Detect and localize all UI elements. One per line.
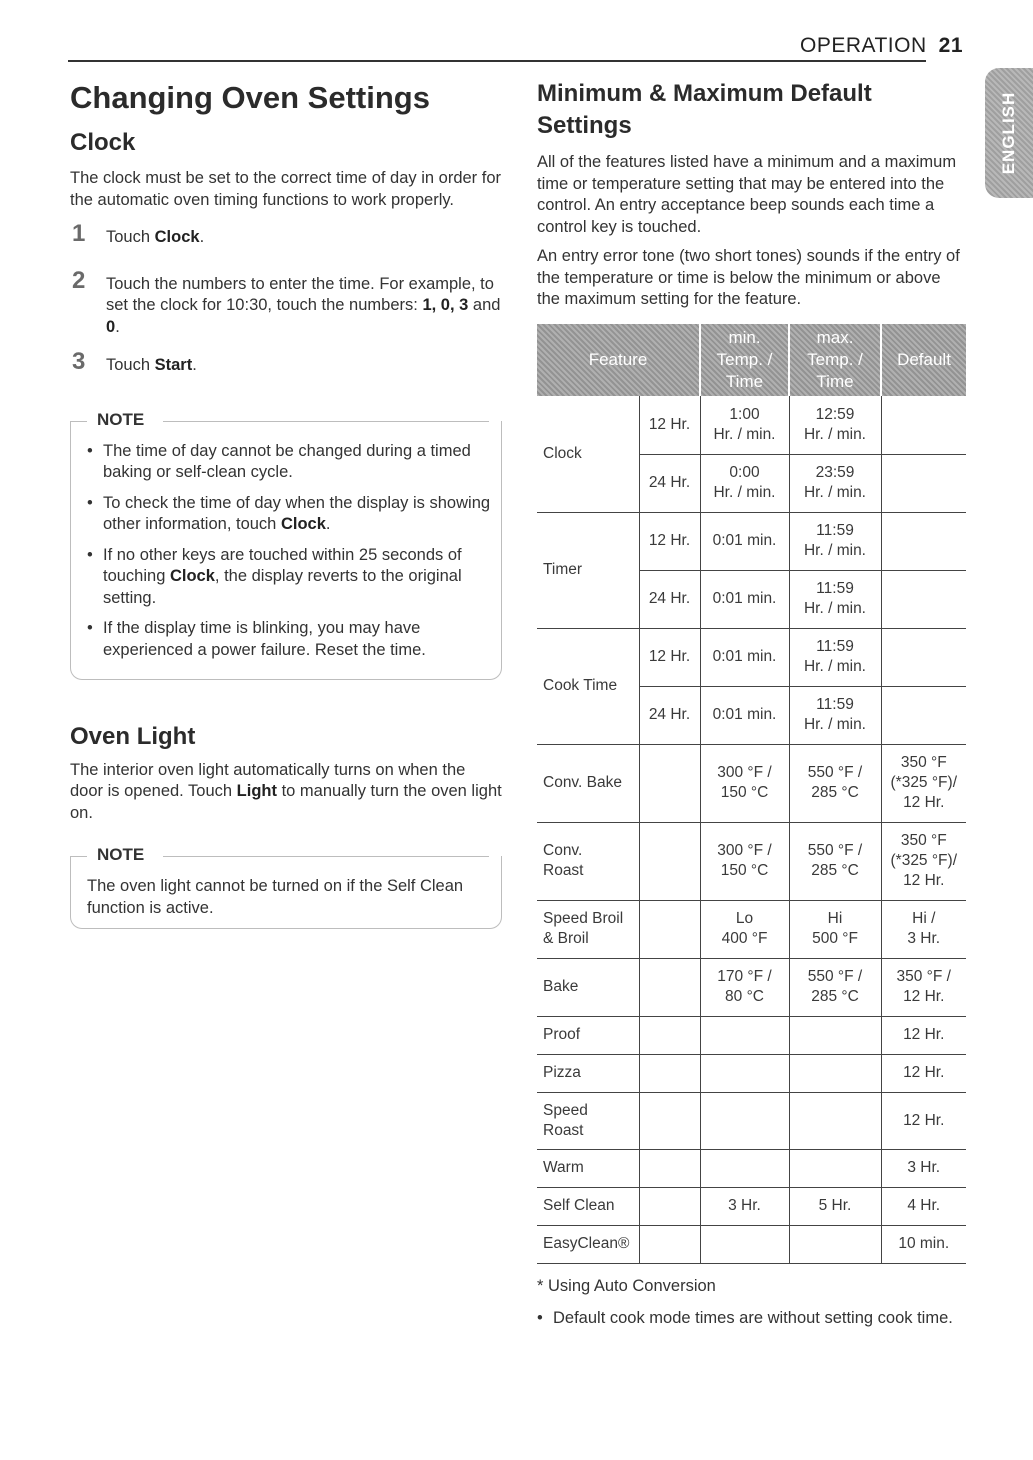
cell-text: 12 Hr. <box>903 872 945 889</box>
cell-text: 12:59 <box>815 405 855 423</box>
table-row <box>537 628 966 686</box>
note-text: , the display reverts to the original setting. <box>103 567 462 607</box>
language-tab-label: ENGLISH <box>999 91 1018 175</box>
cell-text: 12 Hr. <box>903 794 945 811</box>
list-item <box>71 441 501 484</box>
default-cell: 3 Hr. <box>881 1149 966 1187</box>
max-cell <box>789 628 881 686</box>
default-cell <box>881 396 966 454</box>
max-cell <box>789 686 881 744</box>
table-row <box>537 512 966 570</box>
mode-cell: 12 Hr. <box>639 628 700 686</box>
cell-text: 11:59 <box>816 522 854 539</box>
mode-cell <box>639 1054 700 1092</box>
cell-text: 3 Hr. <box>907 930 941 947</box>
feature-cell: Cook Time <box>537 628 639 744</box>
cell-text: Roast <box>543 1121 584 1139</box>
step-text: Touch <box>106 356 155 374</box>
cell-text: 400 °F <box>721 930 768 947</box>
oven-light-note-label: NOTE <box>91 845 150 865</box>
list-item <box>71 545 501 610</box>
cell-text: Speed <box>543 1101 588 1119</box>
clock-heading: Clock <box>70 129 136 156</box>
cell-text: 23:59 <box>815 464 855 481</box>
min-cell <box>700 822 789 900</box>
mode-cell <box>639 1149 700 1187</box>
feature-cell: Pizza <box>537 1054 639 1092</box>
page-header <box>800 34 963 58</box>
cell-text: 285 °C <box>811 862 859 879</box>
default-cell: 12 Hr. <box>881 1092 966 1149</box>
cell-text: 550 °F / <box>807 764 863 781</box>
step-key: Clock <box>154 228 200 246</box>
note-border-segment <box>71 856 87 857</box>
cell-text: 150 °C <box>720 862 769 879</box>
header-feature: Feature <box>537 324 700 396</box>
cell-text: 80 °C <box>725 988 764 1005</box>
cell-text: Hr. / min. <box>803 716 866 733</box>
cell-text: Speed Broil <box>543 910 624 927</box>
step-text: . <box>199 228 205 246</box>
cell-text: 150 °C <box>720 784 769 801</box>
table-footnotes <box>537 1276 967 1339</box>
header-text: Temp. / <box>716 350 773 369</box>
clock-intro: The clock must be set to the correct time of day in order for the automatic oven timing functions to work properly. <box>70 169 502 209</box>
cell-text: 550 °F / <box>807 968 863 985</box>
step-number: 3 <box>72 348 86 375</box>
max-cell <box>789 958 881 1016</box>
default-cell <box>881 744 966 822</box>
max-cell <box>789 512 881 570</box>
default-cell <box>881 958 966 1016</box>
cell-text: 350 °F / <box>896 968 951 985</box>
max-cell <box>789 454 881 512</box>
header-text: Time <box>725 372 764 391</box>
step-key: Start <box>154 356 193 374</box>
cell-text: Roast <box>543 862 584 879</box>
cell-text: 500 °F <box>812 930 858 947</box>
feature-cell: Warm <box>537 1149 639 1187</box>
header-default: Default <box>881 324 966 396</box>
clock-note-box <box>70 409 502 680</box>
step-number: 2 <box>72 266 86 294</box>
default-cell <box>881 570 966 628</box>
min-cell: 0:01 min. <box>700 628 789 686</box>
min-cell <box>700 1054 789 1092</box>
min-cell: 0:01 min. <box>700 570 789 628</box>
oven-light-heading: Oven Light <box>70 722 196 750</box>
min-cell <box>700 1016 789 1054</box>
note-border-segment <box>71 421 87 422</box>
mode-cell <box>639 744 700 822</box>
table-row <box>537 1149 966 1187</box>
page-title: Changing Oven Settings <box>70 80 430 115</box>
table-row <box>537 822 966 900</box>
mode-cell: 24 Hr. <box>639 686 700 744</box>
table-row <box>537 1054 966 1092</box>
max-cell <box>789 1054 881 1092</box>
note-text: If no other keys are touched within 25 seconds of touching <box>103 545 462 585</box>
cell-text: Hr. / min. <box>803 484 866 501</box>
mode-cell: 12 Hr. <box>639 512 700 570</box>
default-cell <box>881 628 966 686</box>
min-cell: 3 Hr. <box>700 1187 789 1225</box>
min-cell: 0:01 min. <box>700 686 789 744</box>
cell-text: (*325 °F)/ <box>890 852 957 869</box>
min-cell <box>700 958 789 1016</box>
max-cell <box>789 822 881 900</box>
clock-note-list <box>71 421 501 662</box>
table-row <box>537 1092 966 1149</box>
mode-cell <box>639 958 700 1016</box>
cell-text: Hr. / min. <box>713 425 776 443</box>
step-key: 1, 0, 3 <box>422 296 469 314</box>
max-cell <box>789 570 881 628</box>
cell-text: Hi <box>827 910 843 927</box>
footnote-auto-conversion: * Using Auto Conversion <box>537 1277 716 1295</box>
max-cell <box>789 1092 881 1149</box>
default-cell <box>881 822 966 900</box>
max-cell <box>789 1149 881 1187</box>
footnote-bullet: • Default cook mode times are without setting cook time. <box>537 1308 967 1330</box>
list-item <box>71 618 501 661</box>
table-row <box>537 396 966 454</box>
feature-cell: Clock <box>537 396 639 512</box>
cell-text: 285 °C <box>811 988 859 1005</box>
cell-text: 300 °F / <box>717 842 772 859</box>
min-cell <box>700 744 789 822</box>
cell-text: & Broil <box>543 930 589 947</box>
max-cell <box>789 744 881 822</box>
header-text: Temp. / <box>807 350 863 369</box>
left-column <box>70 78 502 929</box>
min-cell <box>700 454 789 512</box>
cell-text: 350 °F <box>900 754 947 771</box>
feature-cell <box>537 900 639 958</box>
cell-text: 350 °F <box>900 832 947 849</box>
step-key: 0 <box>106 317 116 336</box>
page-number: 21 <box>938 34 963 57</box>
cell-text: Hr. / min. <box>803 425 866 443</box>
cell-text: 1:00 <box>729 405 760 423</box>
language-tab <box>985 68 1033 198</box>
mode-cell <box>639 822 700 900</box>
min-cell <box>700 396 789 454</box>
note-key: Clock <box>169 567 215 585</box>
note-key: Clock <box>280 515 326 533</box>
feature-cell: Conv. Bake <box>537 744 639 822</box>
mode-cell <box>639 1225 700 1263</box>
cell-text: 285 °C <box>811 784 859 801</box>
oven-light-text-part: to manually turn the oven light on. <box>70 782 502 822</box>
feature-cell <box>537 1092 639 1149</box>
clock-step-2 <box>70 266 502 339</box>
max-cell <box>789 396 881 454</box>
defaults-heading-line: Settings <box>537 112 632 139</box>
cell-text: (*325 °F)/ <box>890 774 957 791</box>
cell-text: 300 °F / <box>717 764 772 781</box>
default-cell: 4 Hr. <box>881 1187 966 1225</box>
max-cell <box>789 1225 881 1263</box>
min-cell <box>700 1149 789 1187</box>
defaults-heading <box>537 78 967 142</box>
step-text: and <box>468 296 501 314</box>
step-text: Touch the numbers to enter the time. For example, to set the clock for 10:30, touch the numbers: <box>106 274 494 314</box>
feature-cell: Timer <box>537 512 639 628</box>
max-cell <box>789 900 881 958</box>
table-header-row <box>537 324 966 396</box>
cell-text: Hr. / min. <box>803 542 866 559</box>
settings-table <box>537 324 966 1264</box>
header-text: min. <box>728 328 761 347</box>
mode-cell <box>639 1187 700 1225</box>
min-cell: 0:01 min. <box>700 512 789 570</box>
cell-text: Hi / <box>912 910 936 927</box>
cell-text: 12 Hr. <box>903 988 945 1005</box>
step-text: . <box>192 356 197 374</box>
table-row <box>537 744 966 822</box>
cell-text: Conv. <box>543 842 583 859</box>
mode-cell <box>639 900 700 958</box>
table-row <box>537 1016 966 1054</box>
cell-text: Hr. / min. <box>803 658 866 675</box>
header-min <box>700 324 789 396</box>
defaults-heading-line: Minimum & Maximum Default <box>537 80 872 107</box>
feature-cell <box>537 822 639 900</box>
feature-cell: Self Clean <box>537 1187 639 1225</box>
oven-light-note-text: The oven light cannot be turned on if the Self Clean function is active. <box>87 877 464 917</box>
note-text: To check the time of day when the display is showing other information, touch <box>103 493 491 533</box>
cell-text: Hr. / min. <box>803 600 866 617</box>
note-border-segment <box>163 856 489 857</box>
table-row <box>537 1187 966 1225</box>
max-cell: 5 Hr. <box>789 1187 881 1225</box>
step-text: Touch <box>106 228 155 246</box>
cell-text: Hr. / min. <box>713 484 776 501</box>
table-row <box>537 958 966 1016</box>
oven-light-text <box>70 760 502 825</box>
mode-cell: 24 Hr. <box>639 570 700 628</box>
step-text: . <box>115 317 120 336</box>
clock-step-1 <box>70 220 502 249</box>
right-column <box>537 78 967 311</box>
default-cell <box>881 686 966 744</box>
cell-text: 170 °F / <box>717 968 772 985</box>
list-item <box>71 493 501 536</box>
section-title: OPERATION <box>800 34 927 57</box>
default-cell: 12 Hr. <box>881 1054 966 1092</box>
cell-text: 11:59 <box>816 638 854 655</box>
feature-cell: Proof <box>537 1016 639 1054</box>
header-text: max. <box>816 328 854 347</box>
default-cell: 12 Hr. <box>881 1016 966 1054</box>
header-max <box>789 324 881 396</box>
oven-light-key: Light <box>236 782 277 800</box>
table-row <box>537 1225 966 1263</box>
default-cell: 10 min. <box>881 1225 966 1263</box>
min-cell <box>700 1092 789 1149</box>
step-number: 1 <box>72 220 86 247</box>
header-rule <box>68 60 926 62</box>
mode-cell <box>639 1092 700 1149</box>
defaults-para-2: An entry error tone (two short tones) sounds if the entry of the temperature or time is below the minimum or above the maximum setting for the feature. <box>537 247 960 308</box>
oven-light-note-box <box>70 845 502 929</box>
note-text: . <box>325 515 331 533</box>
header-text: Time <box>816 372 854 391</box>
mode-cell: 24 Hr. <box>639 454 700 512</box>
cell-text: Lo <box>735 910 754 927</box>
mode-cell: 12 Hr. <box>639 396 700 454</box>
default-cell <box>881 900 966 958</box>
note-text: The time of day cannot be changed during a timed baking or self-clean cycle. <box>103 441 471 481</box>
oven-light-text-part: The interior oven light automatically turns on when the door is opened. Touch <box>70 760 466 800</box>
note-text: If the display time is blinking, you may have experienced a power failure. Reset the time. <box>103 619 426 659</box>
defaults-para-1: All of the features listed have a minimum and a maximum time or temperature setting that may be entered into the control. An entry acceptance beep sounds each time a control key is touched. <box>537 153 957 236</box>
feature-cell: EasyClean® <box>537 1225 639 1263</box>
table-row <box>537 900 966 958</box>
mode-cell <box>639 1016 700 1054</box>
cell-text: 11:59 <box>816 696 854 713</box>
cell-text: 11:59 <box>816 580 854 597</box>
min-cell <box>700 1225 789 1263</box>
cell-text: 550 °F / <box>807 842 863 859</box>
clock-note-label: NOTE <box>91 410 150 430</box>
feature-cell: Bake <box>537 958 639 1016</box>
min-cell <box>700 900 789 958</box>
cell-text: 0:00 <box>729 464 760 481</box>
note-border-segment <box>163 421 489 422</box>
default-cell <box>881 454 966 512</box>
max-cell <box>789 1016 881 1054</box>
default-cell <box>881 512 966 570</box>
clock-step-3 <box>70 348 502 377</box>
